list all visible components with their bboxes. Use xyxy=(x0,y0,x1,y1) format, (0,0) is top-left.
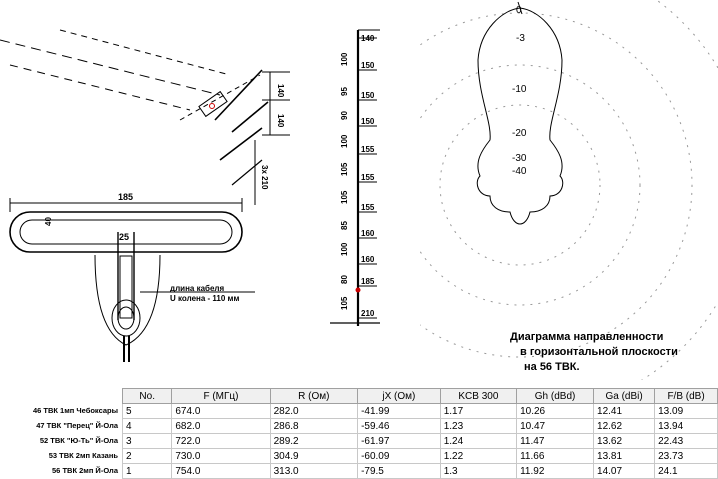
polar-ring-label: -20 xyxy=(512,128,527,139)
antenna-drawing xyxy=(0,0,300,380)
boom-right-label: 210 xyxy=(361,309,375,318)
dim-140-mid: 140 xyxy=(276,114,285,128)
table-row xyxy=(123,404,718,419)
polar-ring-label: -40 xyxy=(512,166,527,177)
table-cell: 13.62 xyxy=(594,434,655,449)
table-cell: 674.0 xyxy=(172,404,270,419)
boom-left-label: 80 xyxy=(340,275,349,284)
boom-left-label: 95 xyxy=(340,87,349,96)
cable-note-line1: длина кабеля xyxy=(170,284,225,293)
boom-right-label: 150 xyxy=(361,91,375,100)
table-cell: 1.17 xyxy=(440,404,516,419)
polar-ring-label: 0 xyxy=(516,5,522,16)
table-cell: 754.0 xyxy=(172,464,270,479)
cable-note-line2: U колена - 110 мм xyxy=(170,294,240,303)
table-cell: 14.07 xyxy=(594,464,655,479)
table-cell: 1 xyxy=(123,464,172,479)
boom-left-label: 100 xyxy=(340,134,349,148)
table-cell: 10.26 xyxy=(517,404,594,419)
table-cell: 2 xyxy=(123,449,172,464)
table-cell: 289.2 xyxy=(270,434,358,449)
dim-185: 185 xyxy=(118,192,134,202)
table-cell: 313.0 xyxy=(270,464,358,479)
col-r: R (Ом) xyxy=(270,389,358,404)
dim-3x210: 3x 210 xyxy=(260,165,269,190)
table-cell: 722.0 xyxy=(172,434,270,449)
channel-label: 56 ТВК 2мп Й-Ола xyxy=(52,466,118,475)
boom-scale xyxy=(325,28,395,328)
boom-right-label: 155 xyxy=(361,173,375,182)
table-cell: 4 xyxy=(123,419,172,434)
channel-labels xyxy=(0,403,122,478)
results-table xyxy=(122,388,718,479)
table-cell: 1.3 xyxy=(440,464,516,479)
col-no: No. xyxy=(123,389,172,404)
table-header-row xyxy=(123,389,718,404)
col-ga: Ga (dBi) xyxy=(594,389,655,404)
boom-right-label: 160 xyxy=(361,229,375,238)
table-cell: 1.22 xyxy=(440,449,516,464)
channel-label: 46 ТВК 1мп Чебоксары xyxy=(32,406,118,415)
polar-ring-label: -30 xyxy=(512,153,527,164)
col-gh: Gh (dBd) xyxy=(517,389,594,404)
table-cell: 304.9 xyxy=(270,449,358,464)
channel-label: 53 ТВК 2мп Казань xyxy=(48,451,118,460)
polar-ring-label: -10 xyxy=(512,84,527,95)
table-cell: 12.41 xyxy=(594,404,655,419)
boom-right-label: 140 xyxy=(361,34,375,43)
boom-left-label: 100 xyxy=(340,242,349,256)
table-cell: 3 xyxy=(123,434,172,449)
boom-left-label: 85 xyxy=(340,221,349,230)
boom-left-label: 105 xyxy=(340,296,349,310)
col-kcb: KCB 300 xyxy=(440,389,516,404)
dim-25: 25 xyxy=(119,232,130,242)
col-jx: jX (Ом) xyxy=(358,389,441,404)
table-row xyxy=(123,434,718,449)
channel-label: 52 ТВК "Ю-Ть" Й-Ола xyxy=(39,436,118,445)
table-cell: -61.97 xyxy=(358,434,441,449)
table-cell: 23.73 xyxy=(655,449,718,464)
dim-140-top: 140 xyxy=(276,84,285,98)
table-cell: 282.0 xyxy=(270,404,358,419)
table-cell: 13.81 xyxy=(594,449,655,464)
polar-ring-label: -3 xyxy=(516,33,525,44)
caption-line-3: на 56 ТВК. xyxy=(524,361,580,373)
table-cell: -60.09 xyxy=(358,449,441,464)
table-cell: 22.43 xyxy=(655,434,718,449)
table-cell: 10.47 xyxy=(517,419,594,434)
boom-right-label: 155 xyxy=(361,145,375,154)
boom-right-label: 155 xyxy=(361,203,375,212)
col-fb: F/B (dB) xyxy=(655,389,718,404)
caption-line-2: в горизонтальной плоскости xyxy=(520,346,678,358)
table-cell: 24.1 xyxy=(655,464,718,479)
table-row xyxy=(123,419,718,434)
dim-40: 40 xyxy=(44,217,53,226)
table-cell: 11.92 xyxy=(517,464,594,479)
table-cell: 11.66 xyxy=(517,449,594,464)
table-cell: 682.0 xyxy=(172,419,270,434)
table-cell: -41.99 xyxy=(358,404,441,419)
table-cell: 12.62 xyxy=(594,419,655,434)
table-row xyxy=(123,464,718,479)
boom-right-label: 150 xyxy=(361,117,375,126)
table-cell: 286.8 xyxy=(270,419,358,434)
table-cell: 1.24 xyxy=(440,434,516,449)
table-cell: -79.5 xyxy=(358,464,441,479)
boom-left-label: 105 xyxy=(340,162,349,176)
boom-left-label: 100 xyxy=(340,52,349,66)
channel-label: 47 ТВК "Перец" Й-Ола xyxy=(36,421,118,430)
table-cell: 11.47 xyxy=(517,434,594,449)
table-row xyxy=(123,449,718,464)
col-f: F (МГц) xyxy=(172,389,270,404)
boom-right-label: 160 xyxy=(361,255,375,264)
boom-left-label: 105 xyxy=(340,190,349,204)
boom-right-label: 150 xyxy=(361,61,375,70)
table-cell: 13.94 xyxy=(655,419,718,434)
caption-line-1: Диаграмма направленности xyxy=(510,331,664,343)
boom-right-label: 185 xyxy=(361,277,375,286)
table-cell: 1.23 xyxy=(440,419,516,434)
pattern-caption xyxy=(510,330,678,375)
table-cell: -59.46 xyxy=(358,419,441,434)
table-cell: 730.0 xyxy=(172,449,270,464)
table-cell: 13.09 xyxy=(655,404,718,419)
boom-left-label: 90 xyxy=(340,111,349,120)
table-cell: 5 xyxy=(123,404,172,419)
